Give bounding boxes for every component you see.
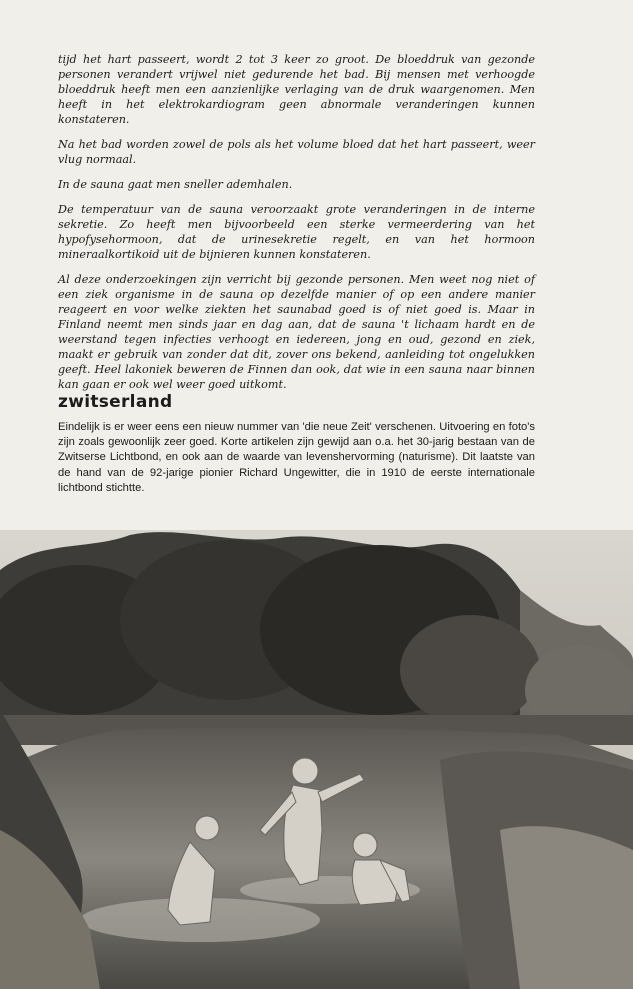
paragraph-secretion: De temperatuur van de sauna veroorzaakt grote veranderingen in de interne sekretie. Zo heeft men bijvoorbeeld een sterke vermeerdering van het hypofysehormoon, dat de urinesekretie regelt, en van het hormoon mineraalkortikoid uit de bijnieren kunnen konstateren. xyxy=(58,203,535,261)
photograph-icon xyxy=(0,530,633,989)
paragraph-pulse: Na het bad worden zowel de pols als het volume bloed dat het hart passeert, weer vlug normaal. xyxy=(58,138,535,166)
paragraph-blood-flow: tijd het hart passeert, wordt 2 tot 3 keer zo groot. De bloeddruk van gezonde personen verandert vrijwel niet gedurende het bad. Bij mensen met verhoogde bloeddruk heeft men een aanzienlijke verlaging van de druk waargenomen. Men heeft in het elektrokardiogram geen abnormale veranderingen kunnen konstateren. xyxy=(58,53,535,126)
river-photo xyxy=(0,530,633,989)
section-body: Eindelijk is er weer eens een nieuw nummer van 'die neue Zeit' verschenen. Uitvoering en foto's zijn zoals gewoonlijk zeer goed. Korte artikelen zijn gewijd aan o.a. het 30-jarig bestaan van de Zwitserse Lichtbond, en ook aan de waarde van levenshervorming (naturisme). Dit laatste van de hand van de 92-jarige pionier Richard Ungewitter, die in 1910 de eerste internationale lichtbond stichtte. xyxy=(58,421,535,494)
article-body xyxy=(58,52,535,402)
paragraph-breathing: In de sauna gaat men sneller ademhalen. xyxy=(58,178,293,191)
paragraph-research: Al deze onderzoekingen zijn verricht bij gezonde personen. Men weet nog niet of een ziek organisme in de sauna op dezelfde manier of op een andere manier reageert en voor welke ziekten het saunabad goed is of niet goed is. Maar in Finland neemt men sinds jaar en dag aan, dat de sauna 't lichaam hardt en de weerstand tegen infecties verhoogt en iedereen, jong en oud, gezond en ziek, maakt er gebruik van zonder dat dit, zover ons bekend, aanleiding tot ongelukken geeft. Heel lakoniek beweren de Finnen dan ook, dat wie in een sauna naar binnen kan gaan er ook wel weer goed uitkomt. xyxy=(58,273,535,391)
section-title: zwitserland xyxy=(58,392,173,412)
